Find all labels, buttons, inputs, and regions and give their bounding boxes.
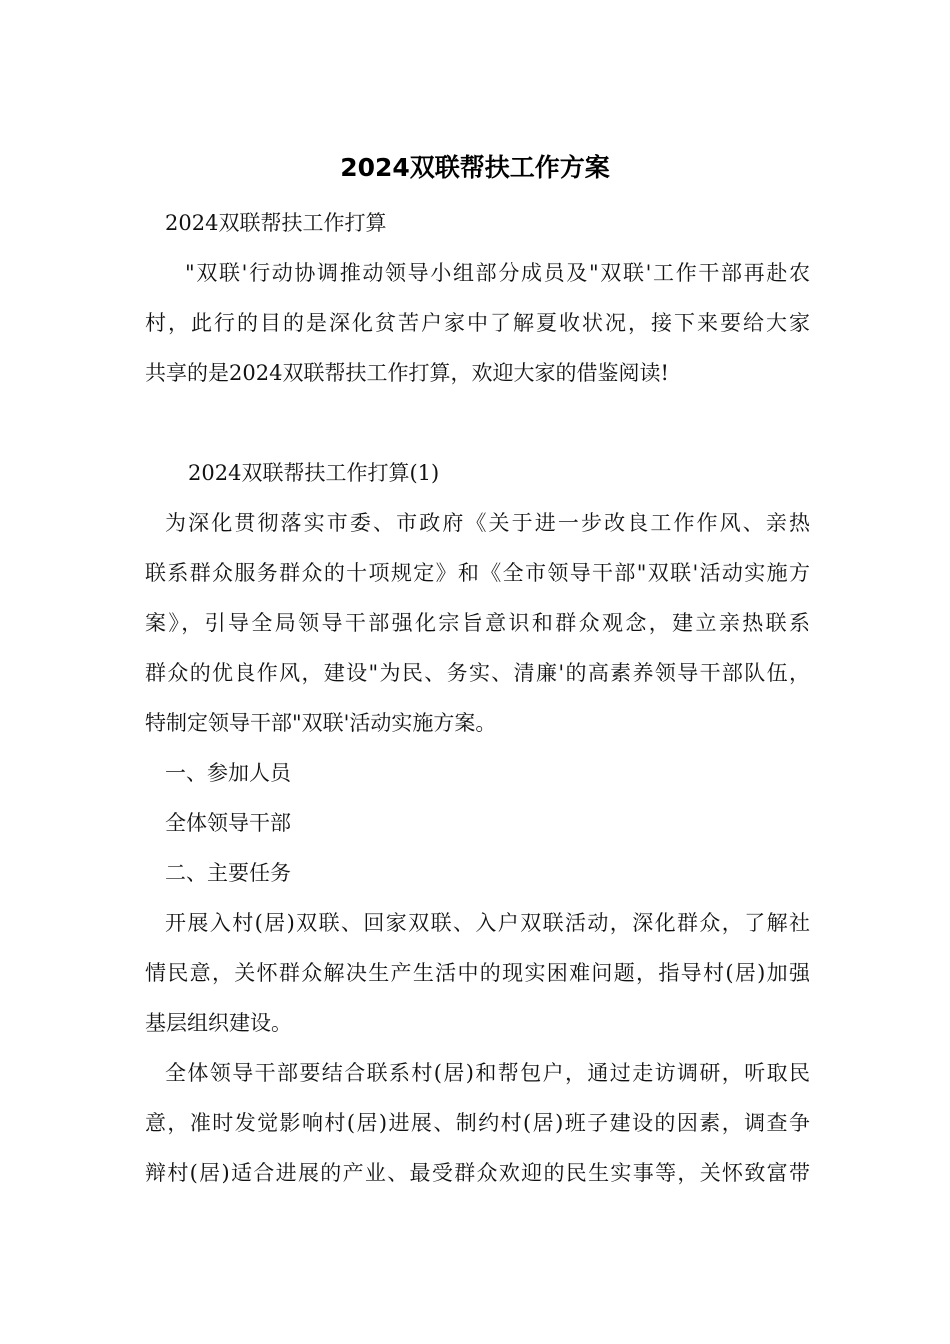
paragraph1-line-2: 联系群众服务群众的十项规定》和《全市领导干部"双联'活动实施方 xyxy=(145,561,810,585)
paragraph2-line-2: 情民意，关怀群众解决生产生活中的现实困难问题，指导村(居)加强 xyxy=(145,961,810,985)
paragraph1-line-5: 特制定领导干部"双联'活动实施方案。 xyxy=(145,711,497,735)
paragraph3-line-3: 辩村(居)适合进展的产业、最受群众欢迎的民生实事等，关怀致富带 xyxy=(145,1161,810,1185)
paragraph1-line-3: 案》，引导全局领导干部强化宗旨意识和群众观念，建立亲热联系 xyxy=(145,611,810,635)
paragraph2-line-3: 基层组织建设。 xyxy=(145,1011,292,1035)
paragraph2-line-1: 开展入村(居)双联、回家双联、入户双联活动，深化群众，了解社 xyxy=(165,911,810,935)
intro-line-1: "双联'行动协调推动领导小组部分成员及"双联'工作干部再赴农 xyxy=(185,261,810,285)
intro-line-2: 村，此行的目的是深化贫苦户家中了解夏收状况，接下来要给大家 xyxy=(145,311,810,335)
paragraph3-line-2: 意，准时发觉影响村(居)进展、制约村(居)班子建设的因素，调查争 xyxy=(145,1111,810,1135)
paragraph3-line-1: 全体领导干部要结合联系村(居)和帮包户，通过走访调研，听取民 xyxy=(165,1061,810,1085)
paragraph1-line-4: 群众的优良作风，建设"为民、务实、清廉'的高素养领导干部队伍， xyxy=(145,661,810,685)
document-title: 2024双联帮扶工作方案 xyxy=(340,153,610,182)
paragraph1-line-1: 为深化贯彻落实市委、市政府《关于进一步改良工作作风、亲热 xyxy=(165,511,810,535)
intro-line-3: 共享的是2024双联帮扶工作打算，欢迎大家的借鉴阅读! xyxy=(145,361,669,385)
heading-tasks: 二、主要任务 xyxy=(165,861,291,885)
document-subtitle: 2024双联帮扶工作打算 xyxy=(165,211,387,235)
heading-participants: 一、参加人员 xyxy=(165,761,291,785)
participants-text: 全体领导干部 xyxy=(165,811,291,835)
section-heading: 2024双联帮扶工作打算(1) xyxy=(188,461,440,485)
